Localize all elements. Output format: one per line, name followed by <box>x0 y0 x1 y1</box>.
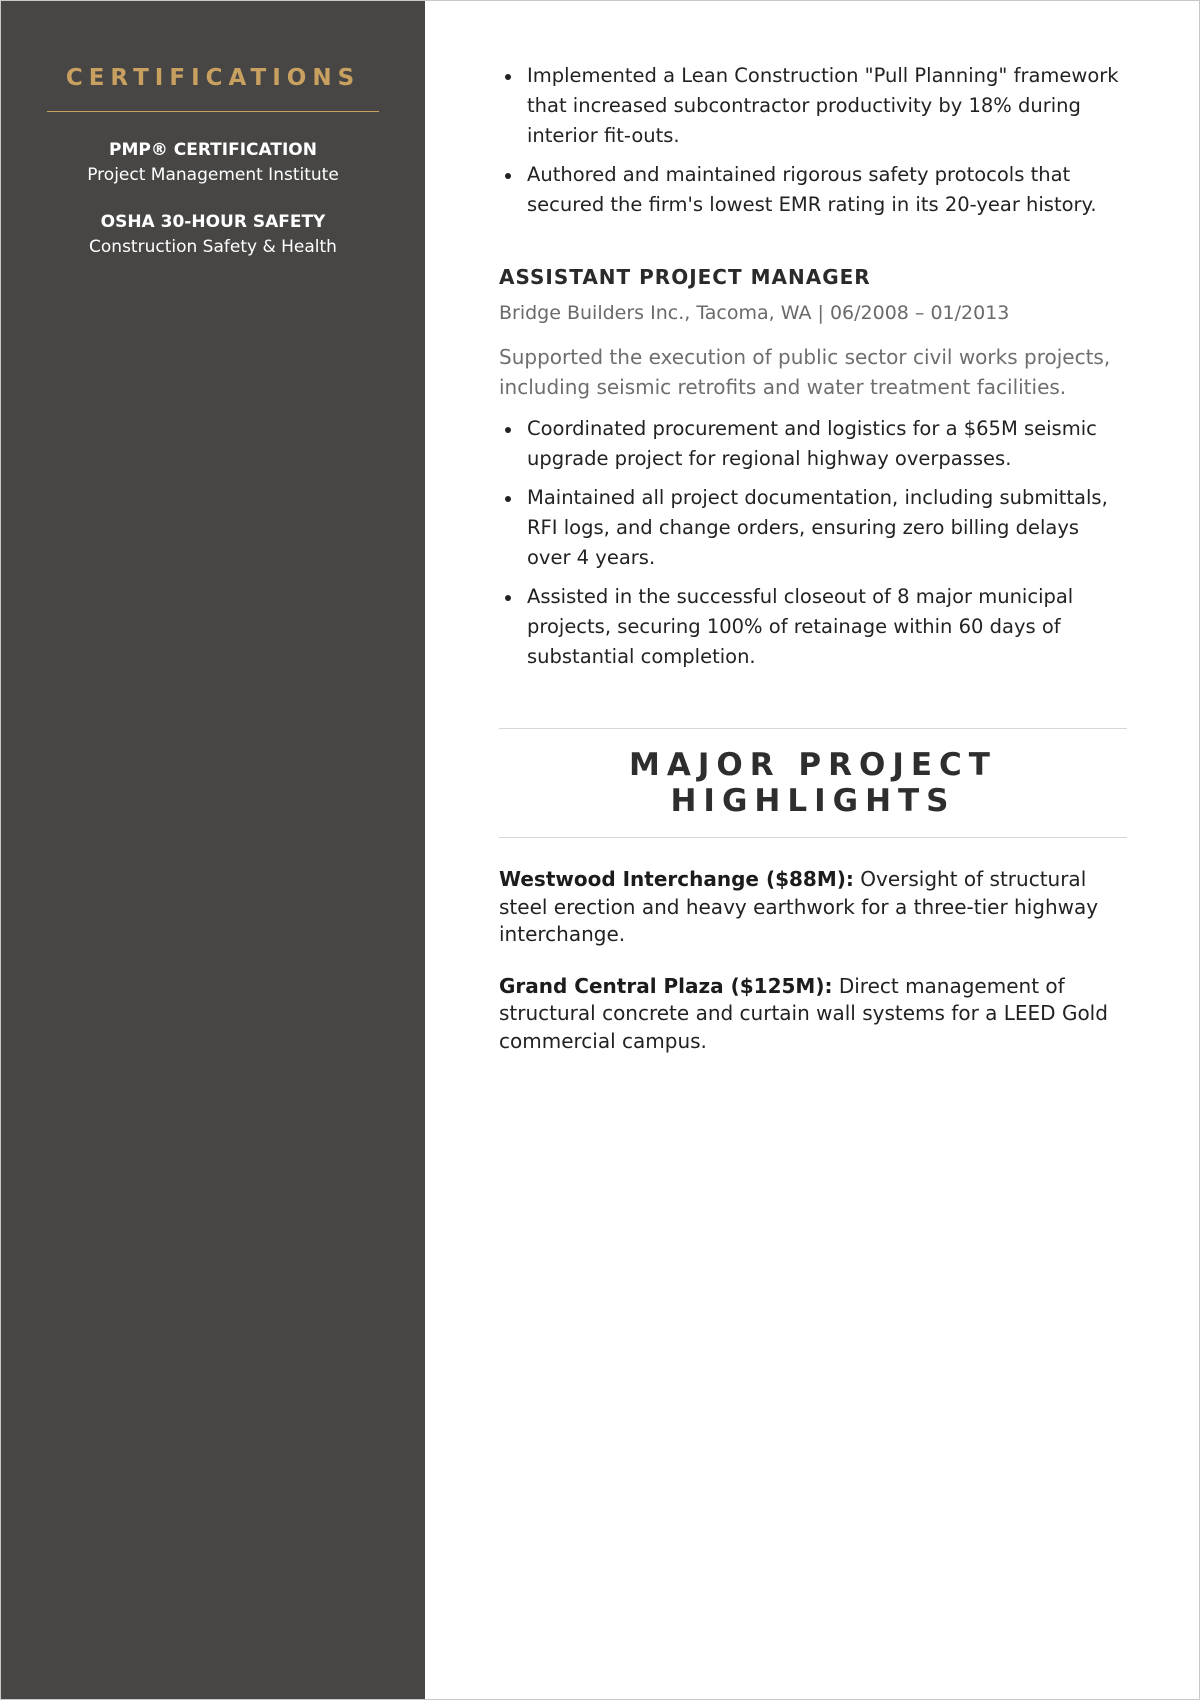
certification-item <box>47 138 379 188</box>
project-name: Grand Central Plaza ($125M): <box>499 973 833 998</box>
certification-name: PMP® CERTIFICATION <box>109 140 317 160</box>
certification-name: OSHA 30-HOUR SAFETY <box>100 212 326 232</box>
job-title: ASSISTANT PROJECT MANAGER <box>499 265 871 289</box>
previous-job-bullets <box>499 61 1127 220</box>
job-bullets <box>499 414 1127 672</box>
bullet-item: Assisted in the successful closeout of 8 major municipal projects, securing 100% of retainage within 60 days of substantial completion. <box>499 582 1127 672</box>
job-meta: Bridge Builders Inc., Tacoma, WA | 06/2008 – 01/2013 <box>499 302 1010 324</box>
job-entry <box>499 264 1127 672</box>
sidebar <box>1 1 425 1699</box>
job-summary: Supported the execution of public sector civil works projects, including seismic retrofits and water treatment facilities. <box>499 345 1111 399</box>
bullet-item: Authored and maintained rigorous safety protocols that secured the firm's lowest EMR rating in its 20-year history. <box>499 160 1127 220</box>
certification-org: Construction Safety & Health <box>89 237 337 257</box>
bullet-item: Implemented a Lean Construction "Pull Planning" framework that increased subcontractor productivity by 18% during interior fit-outs. <box>499 61 1127 151</box>
certification-item <box>47 210 379 260</box>
highlights-section-header <box>499 728 1127 838</box>
project-highlight <box>499 973 1127 1056</box>
bullet-item: Coordinated procurement and logistics for a $65M seismic upgrade project for regional highway overpasses. <box>499 414 1127 474</box>
project-highlight <box>499 866 1127 949</box>
project-description: Direct management of structural concrete and curtain wall systems for a LEED Gold commercial campus. <box>499 973 1108 1053</box>
project-name: Westwood Interchange ($88M): <box>499 867 854 891</box>
certifications-heading: CERTIFICATIONS <box>47 65 379 112</box>
bullet-item: Maintained all project documentation, including submittals, RFI logs, and change orders, ensuring zero billing delays over 4 years. <box>499 483 1127 573</box>
main-content <box>425 1 1199 1699</box>
section-title: MAJOR PROJECT HIGHLIGHTS <box>629 747 997 819</box>
project-description: Oversight of structural steel erection and heavy earthwork for a three-tier highway interchange. <box>499 867 1099 946</box>
certification-org: Project Management Institute <box>87 165 339 185</box>
